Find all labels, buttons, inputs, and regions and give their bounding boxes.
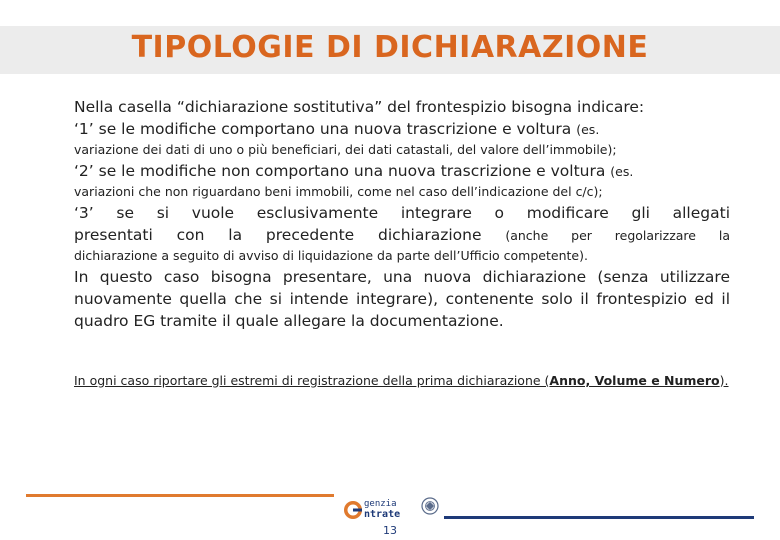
emblem-seal-icon — [422, 498, 438, 514]
note-bold: Anno, Volume e Numero — [549, 372, 720, 388]
intro-text: Nella casella “dichiarazione sostitutiva” del frontespizio bisogna indicare: — [74, 98, 645, 116]
item-1 — [74, 118, 730, 140]
footer-divider-right — [444, 516, 754, 519]
item-3-main: presentati con la precedente dichiarazione — [74, 226, 482, 244]
item-2-main: ‘2’ se le modifiche non comportano una nuova trascrizione e voltura — [74, 162, 606, 180]
registration-note — [74, 373, 730, 389]
page-number: 13 — [383, 524, 397, 537]
logo-text-bottom: ntrate — [364, 509, 401, 520]
item-3-line-2 — [74, 224, 730, 246]
item-3-note: dichiarazione a seguito di avviso di liquidazione da parte dell’Ufficio competente). — [74, 248, 588, 263]
logo-text-top: genzia — [364, 499, 397, 509]
note-text: In ogni caso riportare gli estremi di registrazione della prima dichiarazione ( — [74, 372, 550, 388]
logo-emblem-icon — [344, 501, 362, 519]
slide-body — [74, 96, 730, 332]
item-1-main: ‘1’ se le modifiche comportano una nuova trascrizione e voltura — [74, 120, 572, 138]
note-end: ). — [719, 372, 729, 388]
agenzia-entrate-logo — [340, 494, 440, 522]
slide-title: TIPOLOGIE DI DICHIARAZIONE — [131, 30, 649, 65]
item-1-note: variazione dei dati di uno o più beneficiari, dei dati catastali, del valore dell’immobile); — [74, 142, 617, 157]
item-3-line-1: ‘3’ se si vuole esclusivamente integrare o modificare gli allegati — [74, 204, 730, 222]
item-1-note-start: (es. — [576, 122, 600, 137]
item-2-note-start: (es. — [610, 164, 634, 179]
item-2 — [74, 160, 730, 182]
item-3-note-start: (anche per regolarizzare la — [505, 228, 730, 243]
footer-divider-left — [26, 494, 334, 497]
item-2-note: variazioni che non riguardano beni immobili, come nel caso dell’indicazione del c/c); — [74, 184, 603, 199]
item-3-paragraph: In questo caso bisogna presentare, una nuova dichiarazione (senza utilizzare nuovamente quella che si intende integrare), contenente solo il frontespizio ed il quadro EG tramite il quale allegare la documentazione. — [74, 268, 730, 330]
